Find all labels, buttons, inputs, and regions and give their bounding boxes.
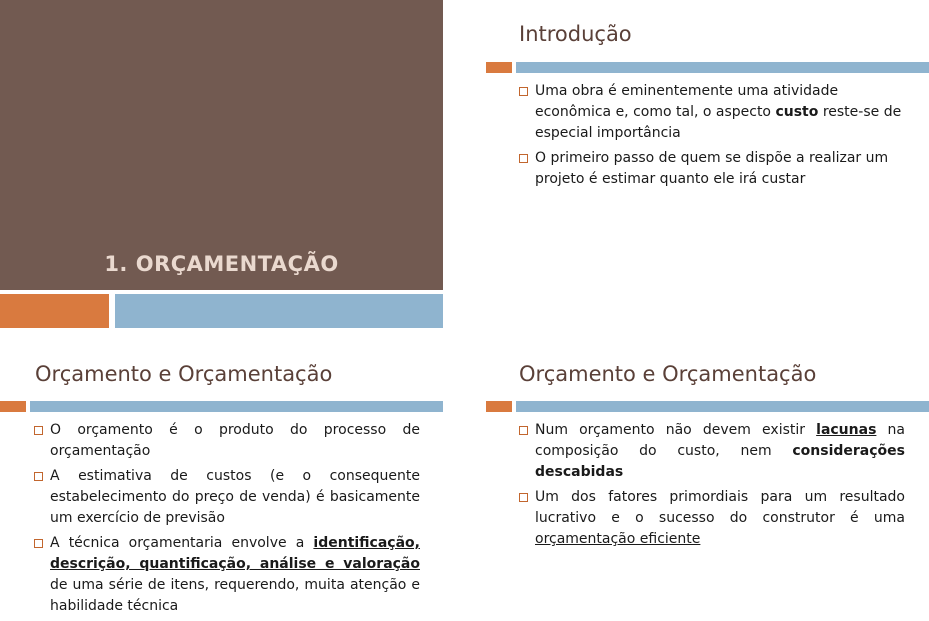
slide4-orange-bar <box>486 401 512 412</box>
slide3-bullet-list <box>34 420 420 621</box>
slide2-title: Introdução <box>519 22 632 46</box>
slide4-bullet <box>519 487 905 550</box>
bullet-text: Um dos fatores primordiais para um resultado lucrativo e o sucesso do construtor é uma <box>535 489 905 526</box>
bullet-bold-underlined-text: lacunas <box>816 422 877 438</box>
bullet-text: A técnica orçamentaria envolve a <box>50 535 314 551</box>
cover-orange-bar <box>0 294 109 328</box>
bullet-text: Uma obra é eminentemente uma atividade econômica e, como tal, o aspecto <box>535 83 839 120</box>
slide3-bullet <box>34 420 420 462</box>
bullet-bold-text: custo <box>775 104 819 120</box>
bullet-square-icon <box>519 426 528 435</box>
slide2-bullet-list <box>519 81 904 194</box>
slide3-orange-bar <box>0 401 26 412</box>
slide3-blue-bar <box>30 401 443 412</box>
cover-title: 1. ORÇAMENTAÇÃO <box>104 252 339 276</box>
bullet-bold-underlined-text: identificação, descrição, quantificação, análise e valoração <box>50 535 420 572</box>
slide2-bullet <box>519 81 904 144</box>
bullet-text: reste-se de especial importância <box>535 104 902 141</box>
bullet-square-icon <box>519 493 528 502</box>
cover-blue-bar <box>115 294 443 328</box>
slide3-bullet <box>34 533 420 617</box>
slide4-blue-bar <box>516 401 929 412</box>
slide2-blue-bar <box>516 62 929 73</box>
slide3-bullet <box>34 466 420 529</box>
bullet-text: O orçamento é o produto do processo de orçamentação <box>50 422 420 459</box>
bullet-square-icon <box>34 472 43 481</box>
slide2-bullet <box>519 148 904 190</box>
bullet-text: O primeiro passo de quem se dispõe a realizar um projeto é estimar quanto ele irá custar <box>535 150 889 187</box>
bullet-text: de uma série de itens, requerendo, muita atenção e habilidade técnica <box>50 577 420 614</box>
slide3-title: Orçamento e Orçamentação <box>35 362 333 386</box>
bullet-underlined-text: orçamentação eficiente <box>535 531 701 547</box>
bullet-bold-text: considerações descabidas <box>535 443 905 480</box>
bullet-text: na composição do custo, nem <box>535 422 905 459</box>
bullet-text: Num orçamento não devem existir <box>535 422 817 438</box>
bullet-square-icon <box>519 154 528 163</box>
bullet-square-icon <box>519 87 528 96</box>
bullet-text: A estimativa de custos (e o consequente estabelecimento do preço de venda) é basicamente um exercício de previsão <box>50 468 420 526</box>
bullet-square-icon <box>34 426 43 435</box>
slide2-orange-bar <box>486 62 512 73</box>
slide4-bullet-list <box>519 420 905 554</box>
bullet-square-icon <box>34 539 43 548</box>
cover-title-block <box>0 0 443 290</box>
slide4-bullet <box>519 420 905 483</box>
slide4-title: Orçamento e Orçamentação <box>519 362 817 386</box>
